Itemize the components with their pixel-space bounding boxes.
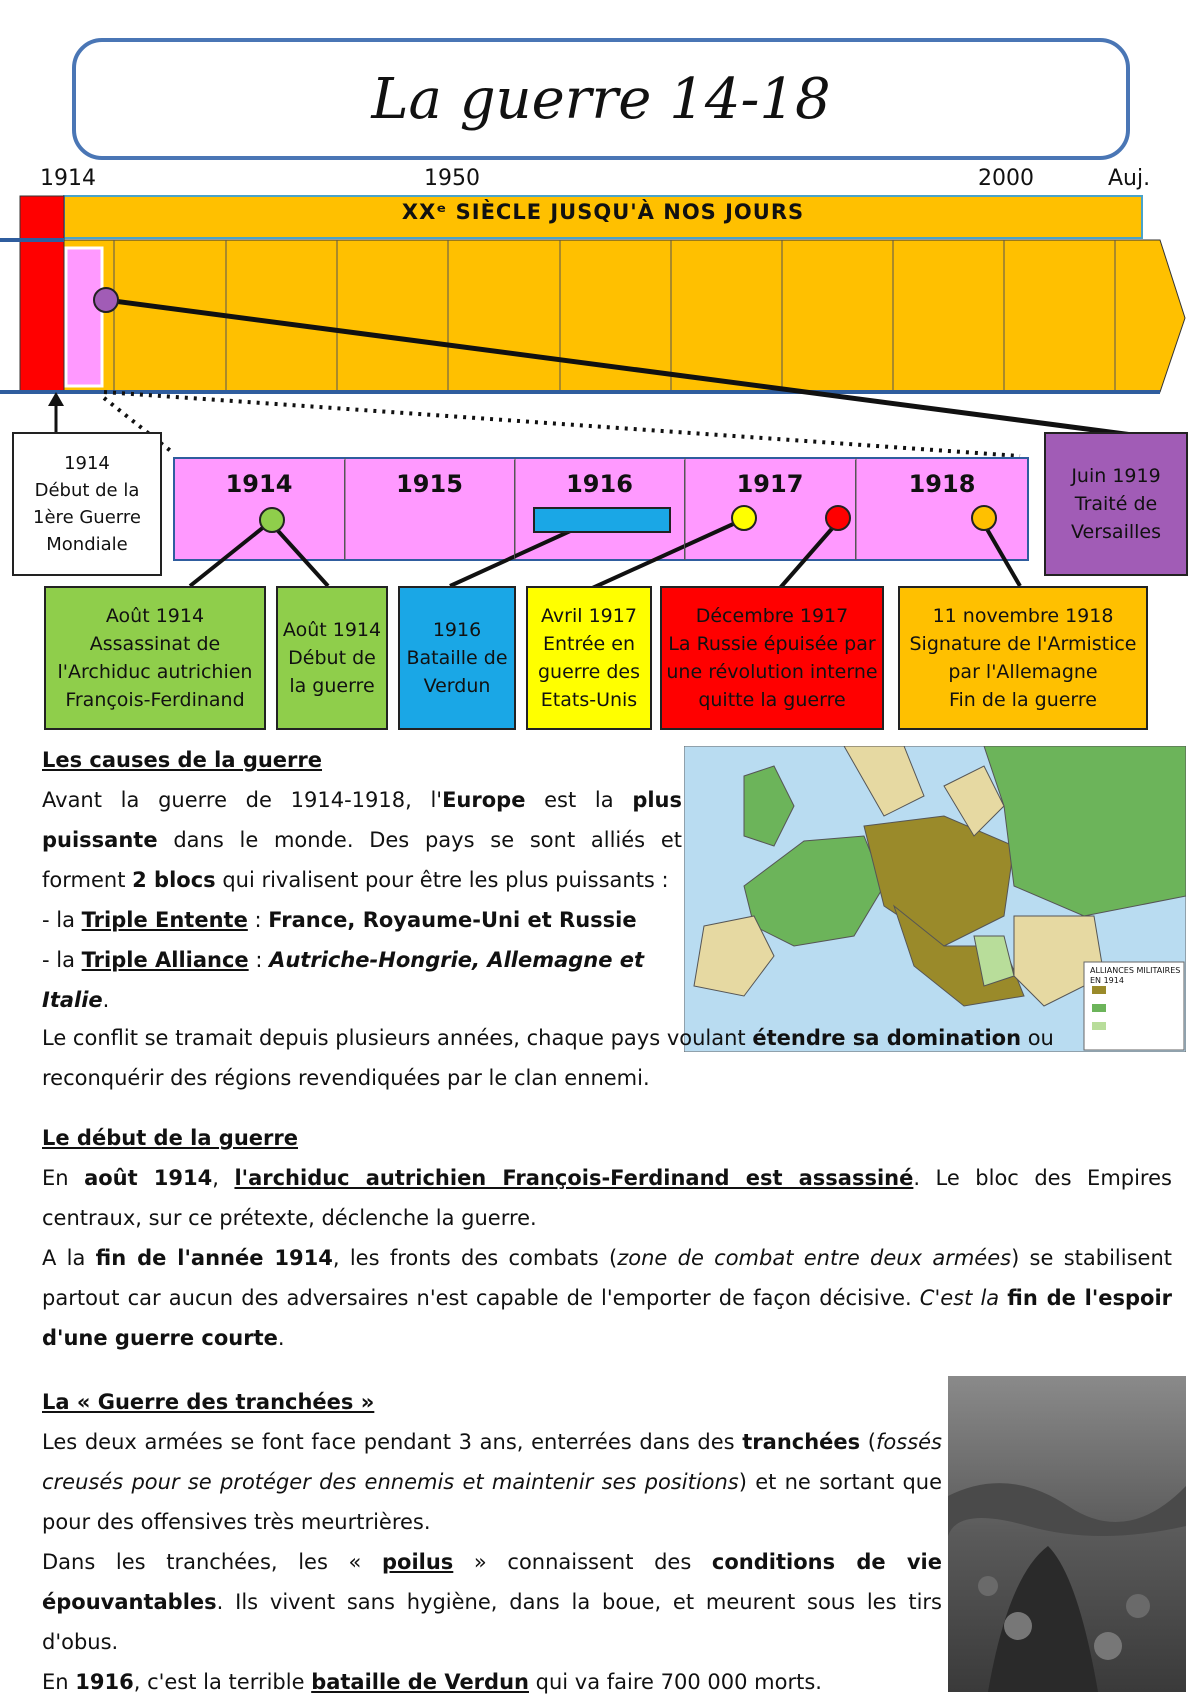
timeline-label-1914: 1914 [40,166,96,191]
versailles-text: Juin 1919 Traité de Versailles [1071,465,1161,543]
section-heading-tranchees: La « Guerre des tranchées » [42,1390,375,1414]
section-causes-end: Le conflit se tramait depuis plusieurs années, chaque pays voulant étendre sa domination ou reconquérir des régions revendiquées par le clan ennemi. [42,1026,1054,1090]
year-cell-1918: 1918 [908,470,976,498]
event-box-war-start [276,586,388,730]
event-box-assassination [44,586,266,730]
year-cell-1917: 1917 [685,460,856,560]
event-text: Avril 1917 Entrée en guerre des Etats-Unis [537,605,641,711]
versailles-marker [94,288,118,312]
page-title: La guerre 14-18 [371,66,831,132]
versailles-box [1044,432,1188,576]
year-cell-1914: 1914 [174,460,345,560]
red-ww1-band [20,196,64,392]
section-heading-debut: Le début de la guerre [42,1126,298,1150]
map-legend-title: ALLIANCES MILITAIRES EN 1914 [1090,966,1181,985]
timeline-label-1950: 1950 [424,166,480,191]
trench-photo [948,1376,1186,1692]
section-causes: Les causes de la guerre Avant la guerre de 1914-1918, l'Europe est la plus puissante dans le monde. Des pays se sont alliés et forment 2 blocs qui rivalisent pour être les plus puissants : - la Triple Entente : France, Royaume-Uni et Russie - la Triple Alliance : Autriche-Hongrie, Allemagne et Italie. [42,748,683,1012]
event-text: Août 1914 Assassinat de l'Archiduc autrichien François-Ferdinand [57,605,253,711]
event-text: 1916 Bataille de Verdun [406,619,508,697]
event-box-usa [526,586,652,730]
event-box-armistice [898,586,1148,730]
section-heading-causes: Les causes de la guerre [42,748,323,772]
event-text: Août 1914 Début de la guerre [282,619,382,697]
year-cell-1916: 1916 [515,460,685,560]
ww1-start-text: 1914 Début de la 1ère Guerre Mondiale [33,453,141,555]
europe-map [684,746,1186,1052]
event-box-verdun [398,586,516,730]
section-debut: Le début de la guerre En août 1914, l'archiduc autrichien François-Ferdinand est assassiné. Le bloc des Empires centraux, sur ce prétexte, déclenche la guerre. A la fin de l'année 1914, les fronts des combats (zone de combat entre deux armées) se stabilisent partout car aucun des adversaires n'est capable de l'emporter de façon décisive. C'est la fin de l'espoir d'une guerre courte. [42,1126,1172,1350]
century-label: XXᵉ SIÈCLE JUSQU'À NOS JOURS [401,200,805,224]
event-text: Décembre 1917 La Russie épuisée par une révolution interne quitte la guerre [666,605,878,711]
timeline-label-2000: 2000 [978,166,1034,191]
year-cell-1915: 1915 [345,460,515,560]
ww1-start-box [12,432,162,576]
event-box-russia [660,586,884,730]
timeline-label-today: Auj. [1108,166,1151,191]
event-text: 11 novembre 1918 Signature de l'Armistice par l'Allemagne Fin de la guerre [909,605,1137,711]
ww1-highlight-band [66,248,102,386]
section-tranchees: La « Guerre des tranchées » Les deux armées se font face pendant 3 ans, enterrées dans des tranchées (fossés creusés pour se protéger des ennemis et maintenir ses positions) et ne sortant que pour des offensives très meurtrières. Dans les tranchées, les « poilus » connaissent des conditions de vie épouvantables. Ils vivent sans hygiène, dans la boue, et meurent sous les tirs d'obus. En 1916, c'est la terrible bataille de Verdun qui va faire 700 000 morts. [42,1390,942,1694]
